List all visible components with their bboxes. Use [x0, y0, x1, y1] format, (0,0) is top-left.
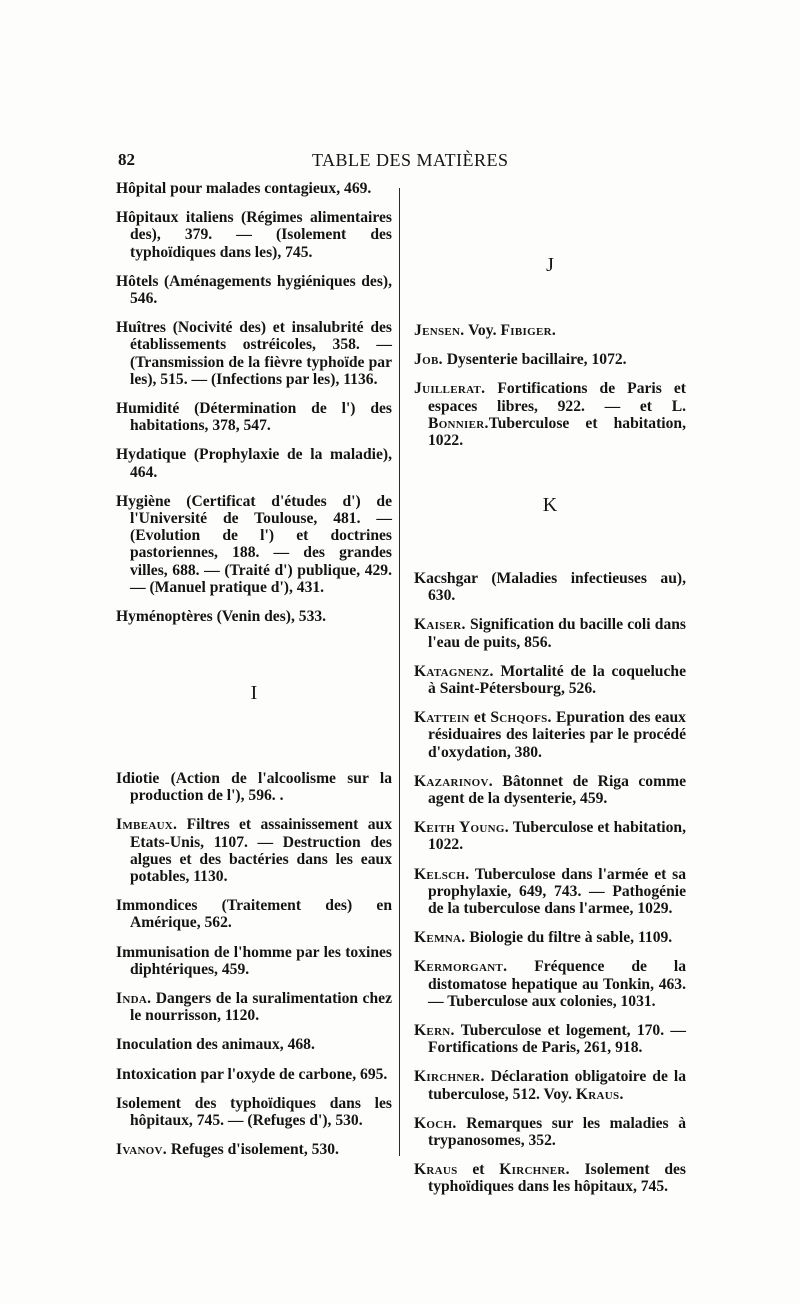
- section-letter-i: I: [250, 682, 258, 704]
- k-entries: [414, 570, 686, 1208]
- index-entry: Kaiser. Signification du bacille coli dans l'eau de puits, 856.: [414, 616, 686, 651]
- index-entry: Humidité (Détermination de l') des habitations, 378, 547.: [116, 400, 392, 435]
- index-entry: Ivanov. Refuges d'isolement, 530.: [116, 1141, 339, 1159]
- index-entry: Jensen. Voy. Fibiger.: [414, 322, 557, 339]
- index-entry: Kelsch. Tuberculose dans l'armée et sa prophylaxie, 649, 743. — Pathogénie de la tuberculose dans l'armee, 1029.: [414, 865, 686, 918]
- index-entry: Inoculation des animaux, 468.: [116, 1036, 315, 1054]
- index-entry: Idiotie (Action de l'alcoolisme sur la production de l'), 596. .: [116, 770, 392, 805]
- entry-page: 469.: [344, 180, 372, 197]
- h-entries: [116, 180, 392, 625]
- entry-text: Hôpital pour malades contagieux,: [116, 180, 341, 197]
- index-entry: Kemna. Biologie du filtre à sable, 1109.: [414, 929, 673, 947]
- index-entry: [116, 180, 392, 197]
- index-entry: Kermorgant. Fréquence de la distomatose hepatique au Tonkin, 463. — Tuberculose aux colonies, 1031.: [414, 958, 686, 1010]
- index-entry: Juillerat. Fortifications de Paris et espaces libres, 922. — et L. Bonnier.Tuberculose et habitation, 1022.: [414, 380, 686, 450]
- index-entry: Immondices (Traitement des) en Amérique, 562.: [116, 897, 392, 932]
- page-number: 82: [118, 150, 135, 169]
- column-divider: [399, 188, 400, 1156]
- index-entry: Imbeaux. Filtres et assainissement aux Etats-Unis, 1107. — Destruction des algues et des bactéries dans les eaux potables, 1130.: [116, 816, 392, 886]
- index-entry: Hôpitaux italiens (Régimes alimentaires des), 379. — (Isolement des typhoïdiques dans les), 745.: [116, 209, 392, 261]
- index-entry: Hygiène (Certificat d'études d') de l'Université de Toulouse, 481. — (Evolution de l') et doctrines pastoriennes, 188. — des grandes villes, 688. — (Traité d') publique, 429. — (Manuel pratique d'), 431.: [116, 492, 392, 596]
- section-letter-j: J: [546, 254, 554, 276]
- index-entry: Kattein et Schqofs. Epuration des eaux résiduaires des laiteries par le procédé d'oxydation, 380.: [414, 709, 686, 761]
- index-entry: Kirchner. Déclaration obligatoire de la tuberculose, 512. Voy. Kraus.: [414, 1068, 686, 1103]
- index-entry: Immunisation de l'homme par les toxines diphtériques, 459.: [116, 943, 392, 978]
- i-entries: [116, 770, 392, 1170]
- index-entry: Inda. Dangers de la suralimentation chez le nourrisson, 1120.: [116, 990, 392, 1025]
- left-column: [116, 180, 392, 637]
- index-entry: Kazarinov. Bâtonnet de Riga comme agent de la dysenterie, 459.: [414, 772, 686, 808]
- index-entry: Job. Dysenterie bacillaire, 1072.: [414, 351, 627, 369]
- section-letter-k: K: [542, 494, 558, 516]
- index-entry: Kraus et Kirchner. Isolement des typhoïdiques dans les hôpitaux, 745.: [414, 1161, 686, 1196]
- running-title: TABLE DES MATIÈRES: [312, 150, 509, 170]
- index-entry: Katagnenz. Mortalité de la coqueluche à Saint-Pétersbourg, 526.: [414, 662, 686, 698]
- index-entry: Intoxication par l'oxyde de carbone, 695.: [116, 1065, 388, 1083]
- index-entry: Kern. Tuberculose et logement, 170. — Fortifications de Paris, 261, 918.: [414, 1022, 686, 1057]
- index-entry: Huîtres (Nocivité des) et insalubrité des établissements ostréicoles, 358. — (Transmission de la fièvre typhoïde par les), 515. — (Infections par les), 1136.: [116, 319, 392, 388]
- index-entry: Koch. Remarques sur les maladies à trypanosomes, 352.: [414, 1114, 686, 1150]
- j-entries: [414, 322, 686, 461]
- index-entry: Hydatique (Prophylaxie de la maladie), 464.: [116, 446, 392, 481]
- index-entry: Hôtels (Aménagements hygiéniques des), 546.: [116, 272, 392, 308]
- index-entry: Isolement des typhoïdiques dans les hôpitaux, 745. — (Refuges d'), 530.: [116, 1094, 392, 1130]
- index-entry: Keith Young. Tuberculose et habitation, 1022.: [414, 819, 686, 854]
- index-entry: Hyménoptères (Venin des), 533.: [116, 608, 327, 626]
- index-entry: Kacshgar (Maladies infectieuses au), 630.: [414, 570, 686, 605]
